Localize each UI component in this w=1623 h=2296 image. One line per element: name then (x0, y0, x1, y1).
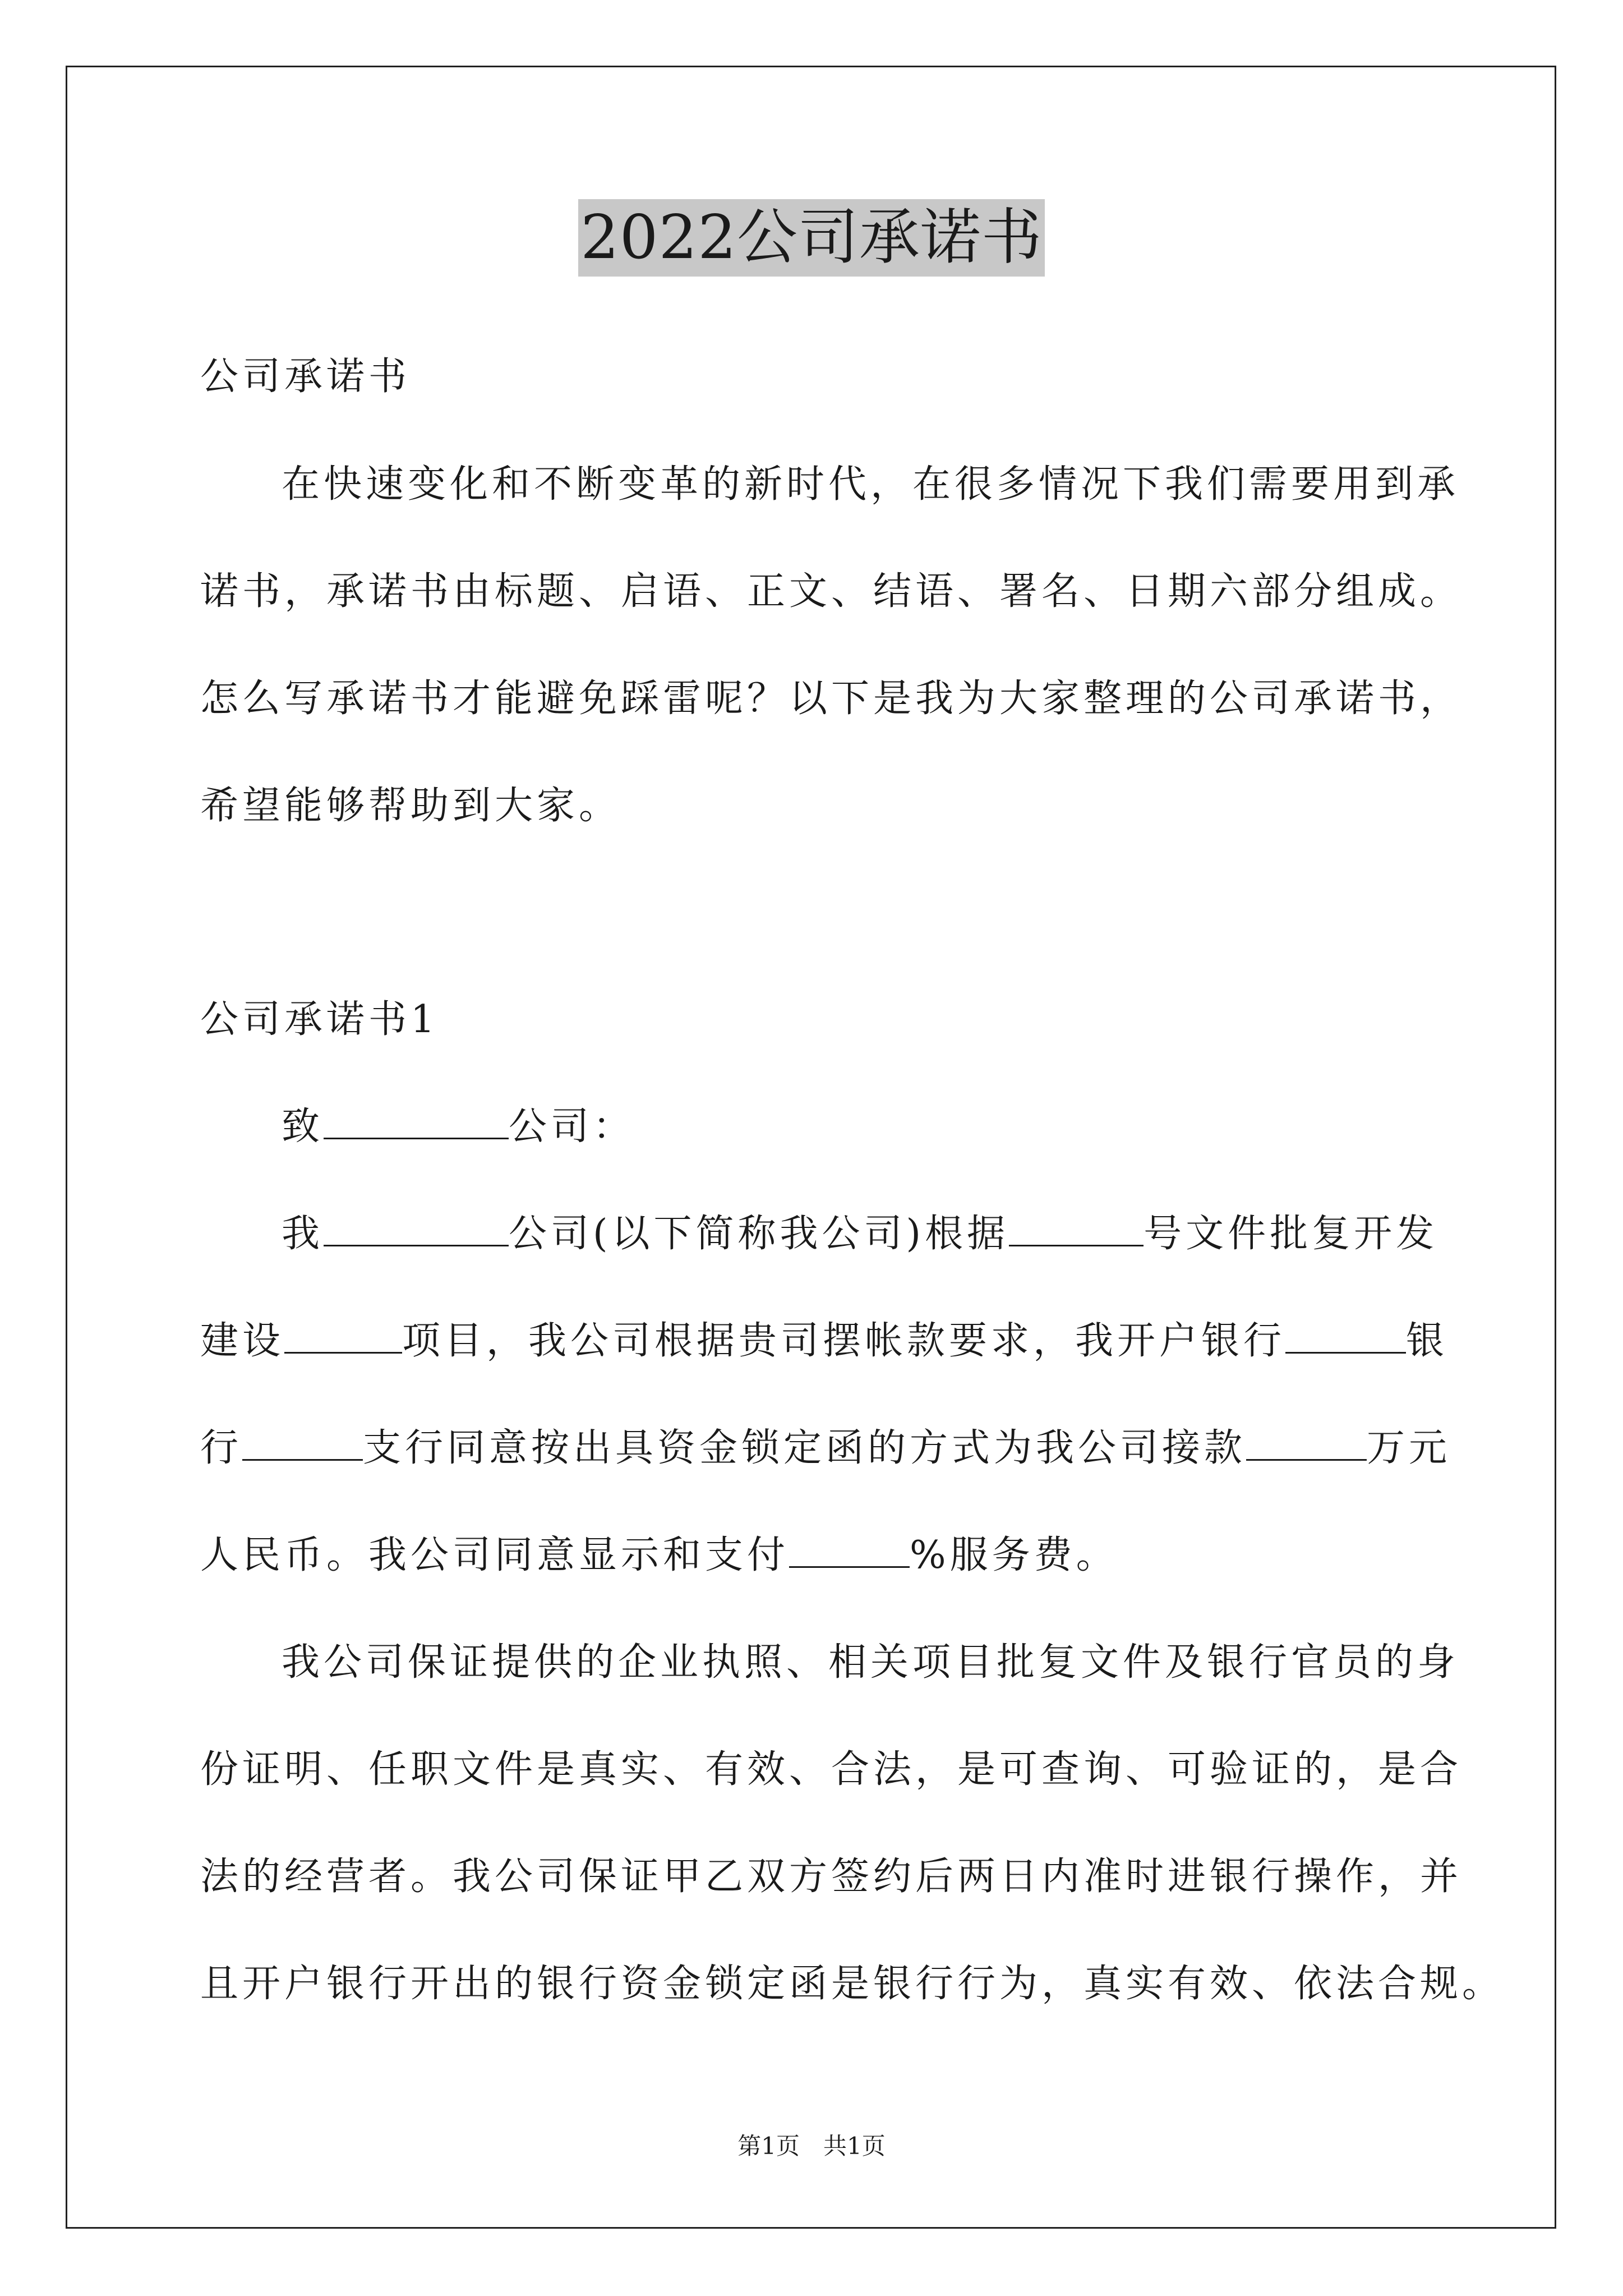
blank-field (1285, 1319, 1406, 1354)
text-segment: 支行同意按出具资金锁定函的方式为我公司接款 (363, 1426, 1247, 1470)
text-segment: 银 (1406, 1319, 1449, 1363)
blank-field (789, 1534, 910, 1568)
intro-line-3: 怎么写承诺书才能避免踩雷呢？以下是我为大家整理的公司承诺书， (200, 677, 1463, 721)
para1-line-1 (282, 1212, 1438, 1257)
para2-line-2: 份证明、任职文件是真实、有效、合法，是可查询、可验证的，是合 (200, 1747, 1463, 1792)
intro-line-2: 诺书，承诺书由标题、启语、正文、结语、署名、日期六部分组成。 (200, 569, 1463, 614)
blank-field (284, 1319, 402, 1354)
text-segment: 万元 (1367, 1426, 1451, 1470)
para1-line-2 (200, 1319, 1448, 1364)
para2-line-3: 法的经营者。我公司保证甲乙双方签约后两日内准时进银行操作，并 (200, 1855, 1463, 1899)
text-segment: 我 (282, 1212, 324, 1256)
salutation-prefix: 致 (282, 1105, 324, 1149)
intro-line-1: 在快速变化和不断变革的新时代，在很多情况下我们需要用到承 (282, 462, 1460, 507)
para1-line-4 (200, 1533, 1118, 1578)
blank-field (242, 1427, 363, 1461)
text-segment: 建设 (200, 1319, 285, 1363)
document-title: 2022公司承诺书 (578, 199, 1045, 277)
text-segment: %服务费。 (910, 1533, 1118, 1577)
para2-line-1: 我公司保证提供的企业执照、相关项目批复文件及银行官员的身 (282, 1640, 1460, 1685)
subheading: 公司承诺书 (200, 355, 411, 399)
blank-field (324, 1212, 509, 1246)
para1-line-3 (200, 1426, 1451, 1471)
text-segment: 行 (200, 1426, 243, 1470)
text-segment: 公司(以下简称我公司)根据 (509, 1212, 1009, 1256)
text-segment: 人民币。我公司同意显示和支付 (200, 1533, 790, 1577)
blank-field (1009, 1212, 1144, 1246)
blank-field (1246, 1427, 1367, 1461)
title-container (0, 199, 1623, 277)
salutation (282, 1105, 635, 1149)
salutation-suffix: 公司： (509, 1105, 635, 1149)
blank-field (324, 1105, 509, 1139)
intro-line-4: 希望能够帮助到大家。 (200, 784, 621, 828)
para2-line-4: 且开户银行开出的银行资金锁定函是银行行为，真实有效、依法合规。 (200, 1962, 1505, 2006)
page-footer: 第1页 共1页 (737, 2132, 886, 2160)
subheading: 公司承诺书1 (200, 997, 439, 1042)
text-segment: 号文件批复开发 (1144, 1212, 1438, 1256)
text-segment: 项目，我公司根据贵司摆帐款要求，我开户银行 (402, 1319, 1286, 1363)
